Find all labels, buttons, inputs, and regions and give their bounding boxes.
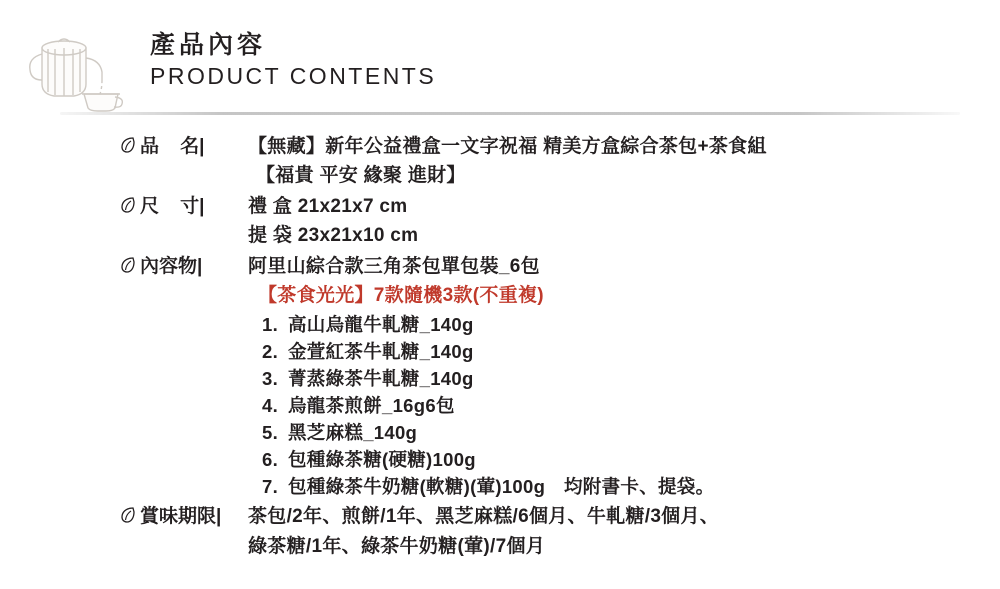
page-title-en: PRODUCT CONTENTS (150, 63, 437, 89)
label-product-name: 品 名| (140, 136, 205, 157)
label-contents: 內容物| (140, 256, 203, 277)
list-item-label: 烏龍茶煎餅_16g6包 (288, 395, 455, 416)
list-item (248, 473, 1000, 500)
size-line2: 提 袋 23x21x10 cm (248, 225, 419, 246)
teapot-illustration (12, 18, 132, 113)
contents-item-list (248, 311, 1000, 500)
contents-highlight: 【茶食光光】7款隨機3款(不重複) (258, 285, 544, 306)
list-item (248, 311, 1000, 338)
product-name-line1: 【無藏】新年公益禮盒一文字祝福 精美方盒綜合茶包+茶食組 (248, 136, 767, 157)
row-product-name (120, 132, 1000, 190)
list-item-label: 黑芝麻糕_140g (288, 422, 418, 443)
header-divider (60, 112, 960, 115)
page-title-cn: 產品內容 (150, 31, 267, 59)
list-item-number: 3. (262, 368, 279, 389)
list-item-label: 高山烏龍牛軋糖_140g (288, 314, 474, 335)
list-item-number: 4. (262, 395, 279, 416)
list-item-number: 2. (262, 341, 279, 362)
size-line1: 禮 盒 21x21x7 cm (248, 196, 408, 217)
row-size (120, 192, 1000, 250)
label-expiry: 賞味期限| (140, 506, 222, 527)
value-size (248, 192, 1000, 250)
list-item-label: 包種綠茶糖(硬糖)100g (288, 449, 476, 470)
list-item (248, 446, 1000, 473)
value-product-name (248, 132, 1000, 190)
list-item-number: 7. (262, 476, 279, 497)
expiry-line1: 茶包/2年、煎餅/1年、黑芝麻糕/6個月、牛軋糖/3個月、 (248, 506, 720, 527)
row-expiry (120, 502, 1000, 562)
label-size: 尺 寸| (140, 196, 205, 217)
list-item-number: 5. (262, 422, 279, 443)
row-contents (120, 252, 1000, 500)
value-contents (248, 252, 1000, 500)
product-name-line2: 【福貴 平安 緣聚 進財】 (256, 165, 466, 186)
leaf-icon (120, 192, 140, 219)
leaf-icon (120, 502, 140, 529)
list-item-label: 金萱紅茶牛軋糖_140g (288, 341, 474, 362)
leaf-icon (120, 252, 140, 279)
list-item-number: 6. (262, 449, 279, 470)
list-item (248, 365, 1000, 392)
list-item-label: 菁蒸綠茶牛軋糖_140g (288, 368, 474, 389)
expiry-line2: 綠茶糖/1年、綠茶牛奶糖(葷)/7個月 (248, 536, 546, 557)
value-expiry (248, 502, 1000, 562)
list-item (248, 392, 1000, 419)
list-item-label: 包種綠茶牛奶糖(軟糖)(葷)100g 均附書卡、提袋。 (288, 476, 715, 497)
contents-line1: 阿里山綜合款三角茶包單包裝_6包 (248, 256, 540, 277)
list-item-number: 1. (262, 314, 279, 335)
leaf-icon (120, 132, 140, 159)
list-item (248, 419, 1000, 446)
list-item (248, 338, 1000, 365)
page-title (150, 30, 436, 90)
content-list (120, 132, 1000, 564)
